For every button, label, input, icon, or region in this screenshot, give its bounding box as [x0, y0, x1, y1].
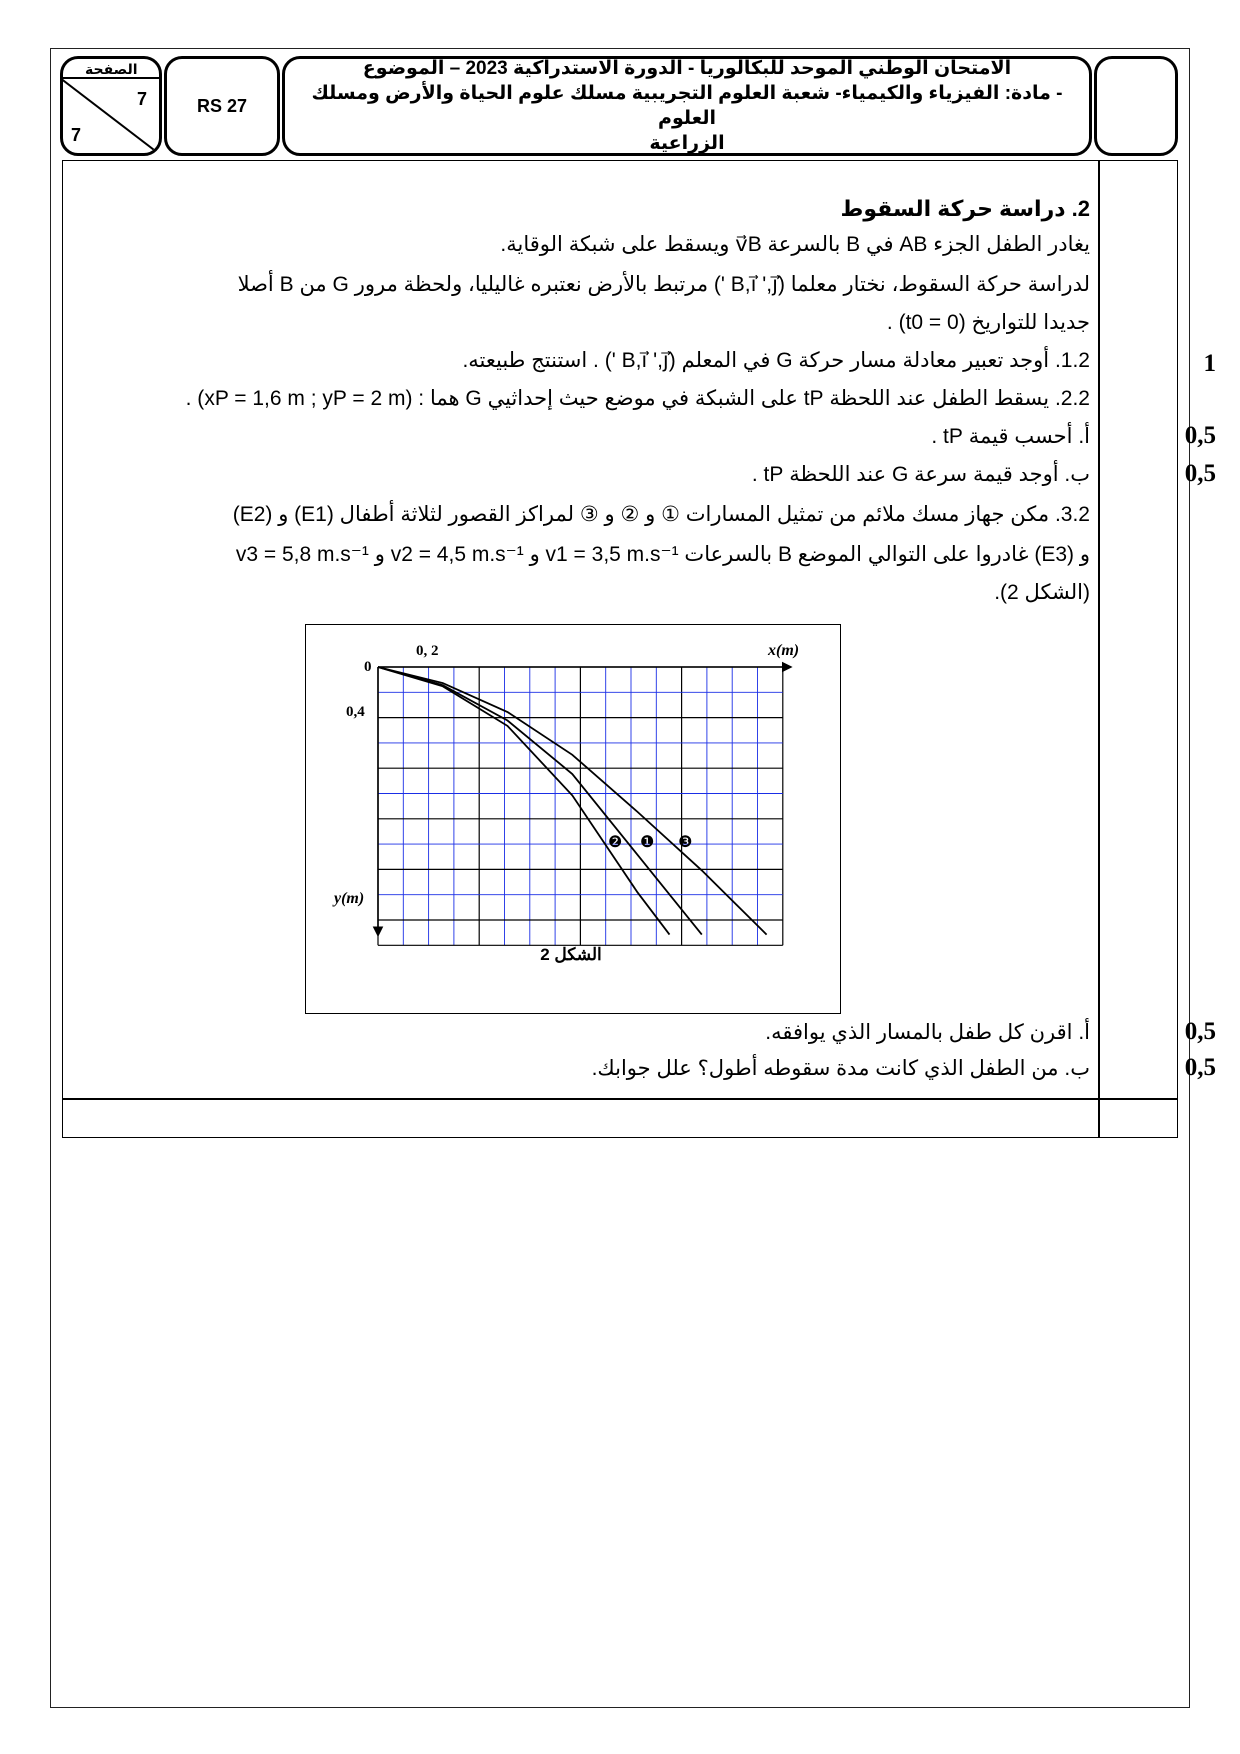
curve-label-2: ❷ [608, 832, 623, 851]
points-column-divider [1098, 160, 1100, 1138]
trajectory-chart [306, 625, 842, 1015]
x-axis-label: x(m) [768, 642, 800, 659]
page-total: 7 [71, 125, 82, 145]
exam-code: RS 27 [196, 95, 248, 116]
question-3-2-line2: و (E3) غادروا على التوالي الموضع B بالسرعات v1 = 3,5 m.s⁻¹ و v2 = 4,5 m.s⁻¹ و v3 = 5,8 m.s⁻¹ [235, 543, 1090, 566]
exam-title-line1: الامتحان الوطني الموحد للبكالوريا - الدورة الاستدراكية 2023 – الموضوع [362, 58, 1012, 79]
question-2-2-b: ب. أوجد قيمة سرعة G عند اللحظة tP . [751, 463, 1090, 486]
question-3-2-b: ب. من الطفل الذي كانت مدة سقوطه أطول؟ علل جوابك. [591, 1057, 1090, 1080]
bottom-row-divider [62, 1098, 1178, 1100]
points-q32b: 0,5 [1184, 1054, 1216, 1081]
question-3-2-line3: (الشكل 2). [994, 581, 1090, 604]
curve-label-1: ❶ [640, 832, 655, 851]
exam-title-box [282, 56, 1092, 156]
intro-line1: يغادر الطفل الجزء AB في B بالسرعة v⃗B ويسقط على شبكة الوقاية. [500, 233, 1090, 256]
points-q22a: 0,5 [1184, 422, 1216, 449]
intro-line2: لدراسة حركة السقوط، نختار معلما (B,i⃗ ',j⃗ ') مرتبط بالأرض نعتبره غاليليا، ولحظة مرور G من B أصلا [237, 273, 1090, 296]
points-q32a: 0,5 [1184, 1018, 1216, 1045]
question-3-2-a: أ. اقرن كل طفل بالمسار الذي يوافقه. [765, 1021, 1090, 1044]
page-label: الصفحة [85, 61, 138, 77]
x-axis-arrow [378, 663, 791, 671]
points-q12: 1 [1203, 350, 1216, 377]
y-tick-label: 0,4 [346, 704, 365, 720]
page-current: 7 [136, 89, 147, 109]
figure-2 [305, 624, 841, 1014]
page-number-box [60, 56, 162, 156]
curve-label-3: ❸ [678, 832, 693, 851]
blank-header-box [1094, 56, 1178, 156]
exam-code-box [164, 56, 280, 156]
question-2-2: 2.2. يسقط الطفل عند اللحظة tP على الشبكة في موضع حيث إحداثيي G هما : (xP = 1,6 m ; yP = 2 m) . [185, 387, 1090, 410]
figure-caption: الشكل 2 [540, 945, 602, 964]
exam-title-line3: الزراعية [649, 133, 725, 154]
question-3-2-line1: 3.2. مكن جهاز مسك ملائم من تمثيل المسارات ① و ② و ③ لمراكز القصور لثلاثة أطفال (E1) و (E2) [232, 503, 1090, 526]
origin-label: 0 [364, 659, 372, 675]
intro-line3: جديدا للتواريخ (t0 = 0) . [886, 311, 1090, 334]
y-axis-label: y(m) [334, 890, 365, 907]
exam-title-line2: - مادة: الفيزياء والكيمياء- شعبة العلوم التجريبية مسلك علوم الحياة والأرض ومسلك العلوم [311, 83, 1063, 129]
section-heading: 2. دراسة حركة السقوط [840, 196, 1090, 221]
x-tick-label: 0, 2 [416, 643, 439, 659]
points-q22b: 0,5 [1184, 460, 1216, 487]
question-2-2-a: أ. أحسب قيمة tP . [931, 425, 1090, 448]
question-1-2: 1.2. أوجد تعبير معادلة مسار حركة G في المعلم (B,i⃗ ',j⃗ ') . استنتج طبيعته. [462, 349, 1090, 372]
